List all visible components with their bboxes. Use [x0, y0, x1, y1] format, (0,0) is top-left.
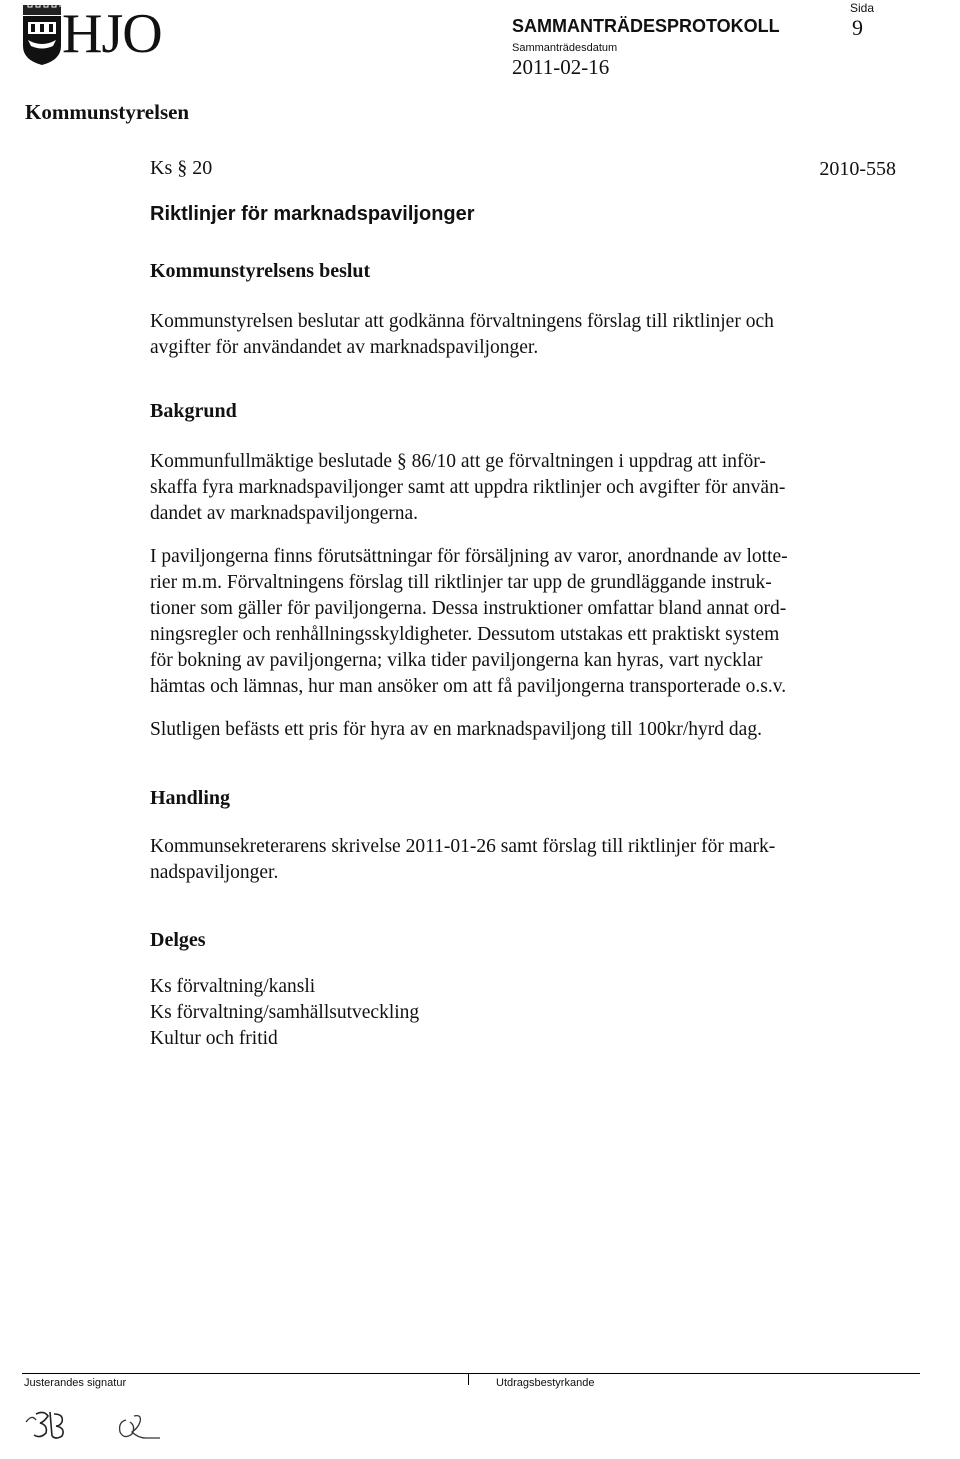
list-item: Kultur och fritid: [150, 1028, 278, 1049]
paragraph-line: dandet av marknadspaviljongerna.: [150, 503, 419, 524]
page-number: 9: [852, 15, 863, 40]
case-number: Ks § 20: [150, 157, 213, 179]
paragraph-line: I paviljongerna finns förutsättningar för försäljning av varor, anordnande av lotte-: [150, 546, 788, 567]
handwritten-initials-icon: [22, 1400, 202, 1450]
paragraph-line: Kommunstyrelsen beslutar att godkänna förvaltningens förslag till riktlinjer och: [150, 311, 774, 332]
paragraph-line: Slutligen befästs ett pris för hyra av en marknadspaviljong till 100kr/hyrd dag.: [150, 719, 762, 740]
reference-number: 2010-558: [819, 158, 896, 180]
background-heading: Bakgrund: [150, 400, 237, 422]
document-title: Riktlinjer för marknadspaviljonger: [150, 203, 475, 225]
background-paragraph-3: [150, 717, 870, 743]
handling-heading: Handling: [150, 787, 231, 809]
board-name: Kommunstyrelsen: [25, 100, 190, 124]
page-label: Sida: [850, 1, 875, 15]
paragraph-line: för bokning av paviljongerna; vilka tider paviljongerna kan hyras, vart nycklar: [150, 650, 763, 671]
municipal-crest-icon: [22, 4, 62, 66]
meeting-date: 2011-02-16: [512, 55, 610, 79]
paragraph-line: rier m.m. Förvaltningens förslag till riktlinjer tar upp de grundläggande instruk-: [150, 572, 772, 593]
protocol-title: SAMMANTRÄDESPROTOKOLL: [512, 16, 780, 36]
paragraph-line: avgifter för användandet av marknadspaviljonger.: [150, 337, 539, 358]
background-paragraph-1: [150, 449, 870, 527]
list-item: Ks förvaltning/kansli: [150, 976, 316, 997]
paragraph-line: Kommunsekreterarens skrivelse 2011-01-26 samt förslag till riktlinjer för mark-: [150, 836, 776, 857]
handling-paragraph: [150, 834, 870, 886]
paragraph-line: nadspaviljonger.: [150, 862, 279, 883]
list-item: Ks förvaltning/samhällsutveckling: [150, 1002, 420, 1023]
distribution-heading: Delges: [150, 929, 206, 951]
signature-label: Justerandes signatur: [24, 1377, 127, 1389]
paragraph-line: ningsregler och renhållningsskyldigheter. Dessutom utstakas ett praktiskt system: [150, 624, 780, 645]
footer-divider: [468, 1373, 469, 1385]
paragraph-line: skaffa fyra marknadspaviljonger samt att uppdra riktlinjer och avgifter för använ-: [150, 477, 786, 498]
extract-certification-label: Utdragsbestyrkande: [496, 1377, 595, 1389]
decision-paragraph: [150, 309, 870, 361]
paragraph-line: Kommunfullmäktige beslutade § 86/10 att ge förvaltningen i uppdrag att inför-: [150, 451, 766, 472]
decision-heading: Kommunstyrelsens beslut: [150, 260, 371, 282]
distribution-list: [150, 974, 870, 1052]
background-paragraph-2: [150, 544, 870, 700]
paragraph-line: tioner som gäller för paviljongerna. Dessa instruktioner omfattar bland annat ord-: [150, 598, 787, 619]
logo-wordmark: HJO: [62, 3, 162, 65]
footer-rule: [22, 1373, 920, 1374]
paragraph-line: hämtas och lämnas, hur man ansöker om att få paviljongerna transporterade o.s.v.: [150, 676, 787, 697]
meeting-date-label: Sammanträdesdatum: [512, 42, 618, 54]
